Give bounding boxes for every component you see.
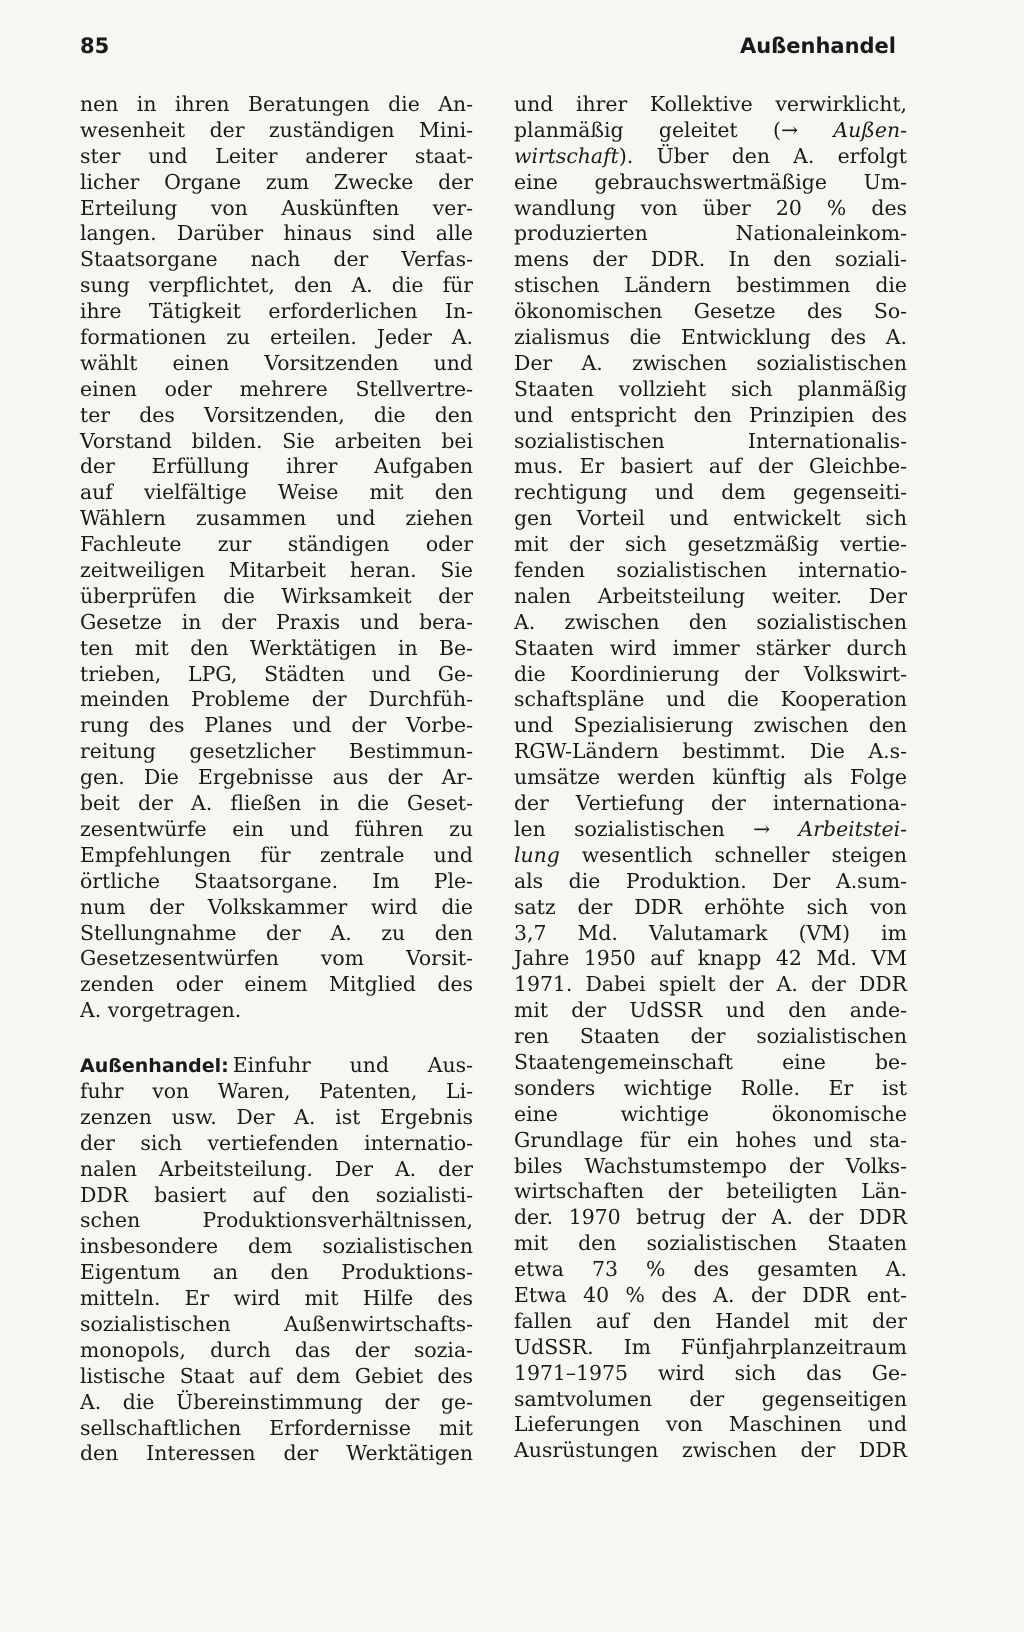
text-segment: planmäßig geleitet (→ (514, 117, 834, 142)
text-line: als die Produktion. Der A.sum- (514, 868, 907, 893)
text-line: gen. Die Ergebnisse aus der Ar- (80, 765, 473, 790)
text-line: nen in ihren Beratungen die An- (80, 92, 473, 116)
text-line: zenzen usw. Der A. ist Ergebnis (80, 1104, 473, 1129)
text-line: mens der DDR. In den soziali- (514, 247, 907, 272)
text-segment: Einfuhr und Aus- (232, 1053, 473, 1078)
text-line: mit der UdSSR und den ande- (514, 998, 907, 1023)
italic-crossref: wirtschaft (514, 143, 619, 168)
text-line: gen Vorteil und entwickelt sich (514, 506, 907, 531)
text-line: und entspricht den Prinzipien des (514, 402, 907, 427)
text-line: stischen Ländern bestimmen die (514, 273, 907, 298)
text-line: A. zwischen den sozialistischen (514, 609, 907, 634)
text-segment: len sozialistischen → (514, 816, 799, 841)
text-line: 1971. Dabei spielt der A. der DDR (514, 972, 907, 997)
text-line: monopols, durch das der sozia- (80, 1337, 473, 1362)
right-column (514, 92, 907, 1464)
text-line: RGW-Ländern bestimmt. Die A.s- (514, 739, 907, 764)
text-line: zesentwürfe ein und führen zu (80, 816, 473, 841)
text-line: sozialistischen Internationalis- (514, 428, 907, 453)
text-line: wirtschaften der beteiligten Län- (514, 1179, 907, 1204)
text-line: ter des Vorsitzenden, die den (80, 402, 473, 427)
text-line: mitteln. Er wird mit Hilfe des (80, 1286, 473, 1311)
text-line: insbesondere dem sozialistischen (80, 1234, 473, 1259)
text-line: schaftspläne und die Kooperation (514, 687, 907, 712)
text-line: 3,7 Md. Valutamark (VM) im (514, 920, 907, 945)
text-line: zeitweiligen Mitarbeit heran. Sie (80, 558, 473, 583)
text-line: mus. Er basiert auf der Gleichbe- (514, 454, 907, 479)
text-line: Staatengemeinschaft eine be- (514, 1049, 907, 1074)
text-line: örtliche Staatsorgane. Im Ple- (80, 868, 473, 893)
text-line: mit der sich gesetzmäßig vertie- (514, 532, 907, 557)
text-line: Staaten vollzieht sich planmäßig (514, 376, 907, 401)
text-line: der sich vertiefenden internatio- (80, 1130, 473, 1155)
text-line: rung des Planes und der Vorbe- (80, 713, 473, 738)
text-line: nalen Arbeitsteilung. Der A. der (80, 1156, 473, 1181)
text-line: der Erfüllung ihrer Aufgaben (80, 454, 473, 479)
text-line: die Koordinierung der Volkswirt- (514, 661, 907, 686)
left-column (80, 92, 473, 1467)
text-line: satz der DDR erhöhte sich von (514, 894, 907, 919)
text-line: ten mit den Werktätigen in Be- (80, 635, 473, 660)
text-line (514, 843, 907, 869)
text-line: Staaten wird immer stärker durch (514, 635, 907, 660)
text-line: rechtigung und dem gegenseiti- (514, 480, 907, 505)
text-line (514, 118, 907, 144)
text-line: sozialistischen Außenwirtschafts- (80, 1311, 473, 1336)
text-line: fenden sozialistischen internatio- (514, 558, 907, 583)
text-line: biles Wachstumstempo der Volks- (514, 1153, 907, 1178)
text-line: meinden Probleme der Durchfüh- (80, 687, 473, 712)
text-segment: ). Über den A. erfolgt (618, 143, 907, 168)
text-line: ster und Leiter anderer staat- (80, 143, 473, 168)
text-line: eine gebrauchswertmäßige Um- (514, 169, 907, 194)
text-line: umsätze werden künftig als Folge (514, 765, 907, 790)
text-line: 1971–1975 wird sich das Ge- (514, 1360, 907, 1385)
text-line: Gesetze in der Praxis und bera- (80, 609, 473, 634)
text-line: formationen zu erteilen. Jeder A. (80, 325, 473, 350)
text-line: nalen Arbeitsteilung weiter. Der (514, 583, 907, 608)
text-line: der Vertiefung der internationa- (514, 791, 907, 816)
text-line: und Spezialisierung zwischen den (514, 713, 907, 738)
text-line: schen Produktionsverhältnissen, (80, 1208, 473, 1233)
text-line: A. vorgetragen. (80, 998, 242, 1023)
text-line: der. 1970 betrug der A. der DDR (514, 1205, 907, 1230)
text-line: fuhr von Waren, Patenten, Li- (80, 1078, 473, 1103)
text-line: Ausrüstungen zwischen der DDR (514, 1438, 907, 1463)
text-line: reitung gesetzlicher Bestimmun- (80, 739, 473, 764)
text-line: licher Organe zum Zwecke der (80, 169, 473, 194)
text-line: UdSSR. Im Fünfjahrplanzeitraum (514, 1334, 907, 1359)
text-line: beit der A. fließen in die Geset- (80, 791, 473, 816)
text-line: Gesetzesentwürfen vom Vorsit- (80, 946, 473, 971)
text-line: wandlung von über 20 % des (514, 195, 907, 220)
text-line: Der A. zwischen sozialistischen (514, 350, 907, 375)
text-line: fallen auf den Handel mit der (514, 1308, 907, 1333)
text-segment: wesentlich schneller steigen (559, 842, 907, 867)
text-line: A. die Übereinstimmung der ge- (80, 1389, 473, 1414)
text-line: ihre Tätigkeit erforderlichen In- (80, 299, 473, 324)
text-line: sung verpflichtet, den A. die für (80, 273, 473, 298)
text-line: Lieferungen von Maschinen und (514, 1412, 907, 1437)
page-number: 85 (80, 34, 110, 58)
text-line: Eigentum an den Produktions- (80, 1260, 473, 1285)
text-line: ren Staaten der sozialistischen (514, 1024, 907, 1049)
italic-crossref: Arbeitstei- (798, 816, 907, 841)
text-line: num der Volkskammer wird die (80, 894, 473, 919)
text-line: eine wichtige ökonomische (514, 1101, 907, 1126)
text-line: Grundlage für ein hohes und sta- (514, 1127, 907, 1152)
page-header (0, 34, 1024, 68)
text-line: zialismus die Entwicklung des A. (514, 325, 907, 350)
text-line: den Interessen der Werktätigen (80, 1441, 473, 1466)
text-line: wählt einen Vorsitzenden und (80, 350, 473, 375)
text-line: etwa 73 % des gesamten A. (514, 1257, 907, 1282)
text-line: einen oder mehrere Stellvertre- (80, 376, 473, 401)
text-line: listische Staat auf dem Gebiet des (80, 1363, 473, 1388)
text-line: DDR basiert auf den sozialisti- (80, 1182, 473, 1207)
text-line: Staatsorgane nach der Verfas- (80, 247, 473, 272)
text-line: und ihrer Kollektive verwirklicht, (514, 92, 907, 116)
text-line: langen. Darüber hinaus sind alle (80, 221, 473, 246)
text-line: ökonomischen Gesetze des So- (514, 299, 907, 324)
text-line: Stellungnahme der A. zu den (80, 920, 473, 945)
text-line: sonders wichtige Rolle. Er ist (514, 1075, 907, 1100)
text-line: wesenheit der zuständigen Mini- (80, 117, 473, 142)
italic-crossref: Außen- (833, 117, 907, 142)
text-line: Erteilung von Auskünften ver- (80, 195, 473, 220)
text-line: sellschaftlichen Erfordernisse mit (80, 1415, 473, 1440)
text-line: Wählern zusammen und ziehen (80, 506, 473, 531)
text-line: produzierten Nationaleinkom- (514, 221, 907, 246)
text-line: mit den sozialistischen Staaten (514, 1231, 907, 1256)
text-line: Jahre 1950 auf knapp 42 Md. VM (514, 946, 907, 971)
text-line: trieben, LPG, Städten und Ge- (80, 661, 473, 686)
paragraph-gap (80, 1024, 473, 1053)
text-line: Fachleute zur ständigen oder (80, 532, 473, 557)
text-line: Etwa 40 % des A. der DDR ent- (514, 1282, 907, 1307)
text-line: auf vielfältige Weise mit den (80, 480, 473, 505)
text-line (514, 144, 907, 170)
text-line: Vorstand bilden. Sie arbeiten bei (80, 428, 473, 453)
italic-crossref: lung (514, 842, 560, 867)
text-line: samtvolumen der gegenseitigen (514, 1386, 907, 1411)
running-head: Außenhandel (739, 34, 896, 58)
text-line: überprüfen die Wirksamkeit der (80, 583, 473, 608)
text-line (514, 817, 907, 843)
text-line: Empfehlungen für zentrale und (80, 842, 473, 867)
entry-headword: Außenhandel: (80, 1055, 229, 1078)
entry-first-line (80, 1053, 473, 1079)
text-line: zenden oder einem Mitglied des (80, 972, 473, 997)
